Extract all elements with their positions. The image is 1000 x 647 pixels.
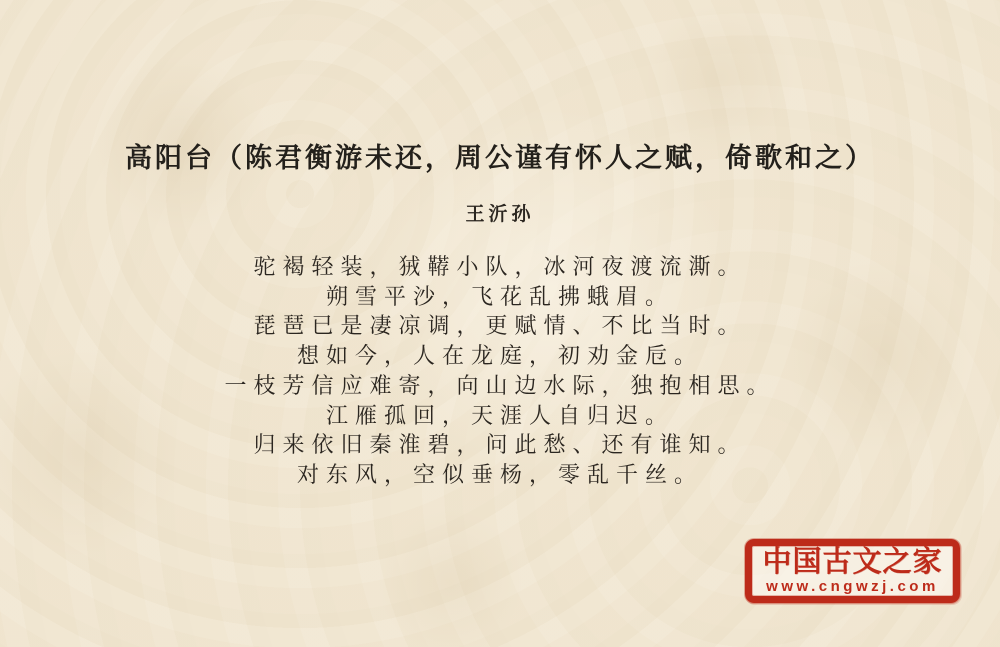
poem-line: 归来依旧秦淮碧，问此愁、还有谁知。 [253, 432, 747, 458]
poem-line: 对东风，空似垂杨，零乱千丝。 [296, 461, 703, 487]
poem-title: 高阳台（陈君衡游未还，周公谨有怀人之赋，倚歌和之） [125, 143, 875, 173]
seal-site-name: 中国古文之家 [762, 546, 943, 578]
poem-line: 朔雪平沙，飞花乱拂蛾眉。 [325, 283, 674, 309]
poem-body [0, 252, 1000, 490]
poem-line: 江雁孤回，天涯人自归迟。 [325, 402, 674, 428]
site-seal-stamp [745, 539, 960, 603]
poem-line: 驼褐轻装，狨鞯小队，冰河夜渡流澌。 [253, 254, 747, 279]
poem-line: 一枝芳信应难寄，向山边水际，独抱相思。 [224, 372, 776, 398]
poem-line: 想如今，人在龙庭，初劝金卮。 [296, 343, 703, 369]
poem-line: 琵琶已是凄凉调，更赋情、不比当时。 [253, 313, 747, 339]
poem-author: 王沂孙 [465, 204, 535, 225]
seal-site-url: www.cngwzj.com [766, 578, 939, 595]
